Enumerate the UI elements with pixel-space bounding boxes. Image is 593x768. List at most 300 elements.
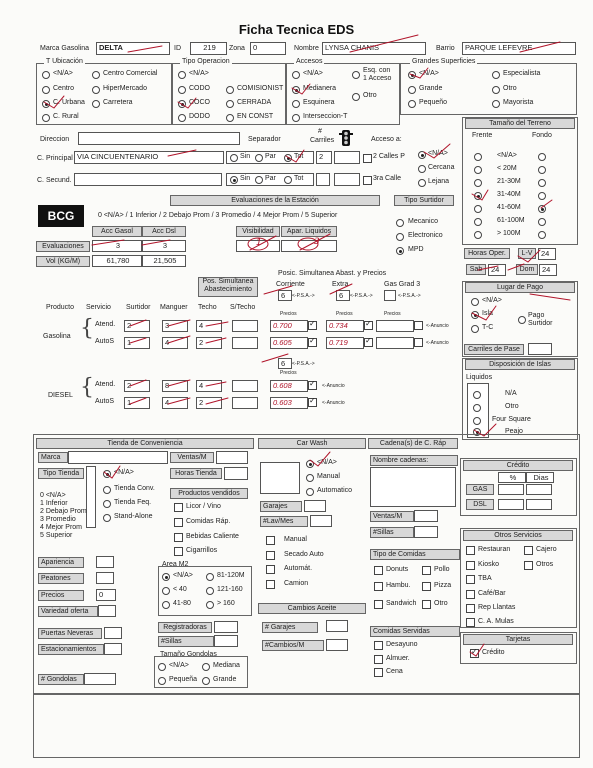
g-psa-g3-field[interactable] [384,290,396,301]
cadena-sillas-field[interactable] [414,526,438,538]
cadena-ventas-field[interactable] [414,510,438,522]
pollo-checkbox[interactable] [422,566,431,575]
terreno-title: Tamaño del Terreno [465,118,575,129]
manguer-header: Manguer [160,304,188,311]
tienda-conv-label: Tienda Conv. [114,485,155,492]
d-psa-field[interactable]: 6 [278,358,292,369]
g-psa-extra-field[interactable]: 6 [336,290,350,301]
licor-label: Licor / Vino [186,503,221,510]
islas-foursquare-radio[interactable] [473,417,481,425]
terreno-fondo-radio[interactable] [538,218,546,226]
nombre-field[interactable]: LYNSA CHANIS [322,42,426,55]
area-40-label: < 40 [173,586,187,593]
lav-mes-label: #Lav/Mes [260,516,308,527]
dom-field[interactable]: 24 [539,264,557,276]
area-41-label: 41-80 [173,600,191,607]
precio-g3-anuncio-checkbox[interactable] [414,321,423,330]
tarjeta-credito-checkbox[interactable] [470,649,479,658]
tienda-stand-radio[interactable] [103,514,111,522]
acc-inter-radio[interactable] [292,114,300,122]
cw-automat-label: Automát. [284,565,313,572]
surt-mpd-radio[interactable] [396,247,404,255]
tienda-na-label: <N/A> [114,469,134,476]
vol-gasol-field[interactable]: 61,780 [92,255,142,267]
manguera-field[interactable]: 4 [162,397,188,409]
precio-corriente-field[interactable]: 0.700 [270,320,308,332]
g-psa-g3-label: <-P.S.A.-> [398,293,421,299]
pago-title: Lugar de Pago [465,282,575,293]
surtidor-title: Tipo Surtidor [394,195,454,206]
peatones-field[interactable] [96,572,114,584]
comidas-rap-checkbox[interactable] [174,518,183,527]
surtidor-field[interactable]: 2 [124,380,150,392]
carwash-tipo-box [260,462,300,494]
cena-checkbox[interactable] [374,668,383,677]
acc-medianera-radio[interactable] [292,86,300,94]
tienda-scale-item: 2 Debajo Prom [40,508,87,515]
puertas-label: Puertas Neveras [38,628,102,639]
tres-calle-label: 3ra Calle [373,175,402,182]
notes-area[interactable] [33,694,580,758]
variedad-field[interactable] [98,605,116,617]
id-field[interactable]: 219 [190,42,227,55]
techo-field[interactable]: 4 [196,320,222,332]
tienda-ventas-field[interactable] [216,451,248,464]
manguera-field[interactable]: 8 [162,380,188,392]
otro-comida-checkbox[interactable] [422,600,431,609]
acc-na-radio[interactable] [292,71,300,79]
area-121-radio[interactable] [206,587,214,595]
principal-par-label: Par [265,153,276,160]
credito-dsl-pct[interactable] [498,499,524,510]
otros-checkbox[interactable] [524,561,533,570]
n-garajes-field[interactable] [326,620,348,632]
cw-manual-radio[interactable] [306,474,314,482]
manguera-field[interactable]: 3 [162,320,188,332]
superficies-title: Grandes Superficies [412,58,476,65]
principal-tot-radio[interactable] [284,154,292,162]
gondolas-field[interactable] [84,673,116,685]
secundaria-sin-radio[interactable] [230,176,238,184]
anuncio-label: <-Anuncio [322,400,345,406]
terreno-frente-radio[interactable] [474,192,482,200]
hw-apar: 3 [314,237,320,247]
tienda-scale-item: 0 <N/A> [40,492,66,499]
terreno-frente-radio[interactable] [474,166,482,174]
n-garajes-label: # Garajes [262,622,318,633]
precio-extra-anuncio-checkbox[interactable] [364,338,373,347]
ubic-cc-radio[interactable] [92,71,100,79]
marca-field[interactable]: DELTA [96,42,170,55]
gas-grad3-label: Gas Grad 3 [384,281,421,288]
puertas-field[interactable] [104,627,122,639]
op-na-radio[interactable] [178,71,186,79]
garajes-label: Garajes [260,501,302,512]
credito-dsl-label: DSL [466,499,494,510]
ca-mulas-checkbox[interactable] [466,618,475,627]
corriente-label: Corriente [276,281,305,288]
terreno-frente-radio[interactable] [474,218,482,226]
op-codo-radio[interactable] [178,86,186,94]
ubic-na-radio[interactable] [42,71,50,79]
cw-na-label: <N/A> [317,459,337,466]
terreno-frente-radio[interactable] [474,179,482,187]
producto-header: Producto [46,304,75,311]
terreno-option-label: 31-40M [497,191,521,198]
anuncio-label: <-Anuncio [322,383,345,389]
registradoras-label: Registradoras [158,622,212,633]
ubic-hiper-radio[interactable] [92,86,100,94]
g-atend-label: Atend. [95,321,116,328]
g-psa-corr-label: <-P.S.A.-> [292,293,315,299]
acc-otro-label: Otro [363,92,377,99]
acc-otro-radio[interactable] [352,93,360,101]
pos-abast-label: Abastecimiento [204,286,252,293]
registradoras-field[interactable] [214,621,238,633]
direccion-field[interactable] [78,132,240,145]
tienda-sillas-field[interactable] [214,635,238,647]
area-160-radio[interactable] [206,601,214,609]
bebidas-label: Bebidas Caliente [186,533,239,540]
tienda-scale-item: 5 Superior [40,532,73,539]
zona-label: Zona [229,45,245,52]
apar-liquidos-field[interactable] [281,240,337,252]
secundaria-tot-radio[interactable] [284,176,292,184]
tba-checkbox[interactable] [466,575,475,584]
cw-camion-label: Camion [284,580,309,587]
sup-na-label: <N/A> [419,70,439,77]
kiosko-checkbox[interactable] [466,561,475,570]
secundaria-carriles-field[interactable] [316,173,330,186]
ubic-hiper-label: HiperMercado [103,85,147,92]
operacion-title: Tipo Operacion [182,58,230,65]
principal-par-radio[interactable] [255,154,263,162]
lv-field[interactable]: 24 [538,248,556,260]
surt-electronico-radio[interactable] [396,233,404,241]
d-autos-label: AutoS [95,398,115,405]
carriles-pase-label: Carriles de Pase [464,344,524,355]
op-cerrada-label: CERRADA [237,99,272,106]
tienda-scale-item: 3 Promedio [40,516,76,523]
cambios-title: Cambios Aceite [258,603,366,614]
precio-g3-field[interactable] [376,320,414,332]
tam-pequena-radio[interactable] [158,677,166,685]
pago-tc-radio[interactable] [471,325,479,333]
techo-field[interactable]: 2 [196,337,222,349]
precio-corriente-anuncio-checkbox[interactable] [308,338,317,347]
lav-mes-field[interactable] [310,515,332,527]
ubic-centro-radio[interactable] [42,86,50,94]
area-81-radio[interactable] [206,573,214,581]
acc-esquinera-radio[interactable] [292,100,300,108]
sup-otro-radio[interactable] [492,86,500,94]
tienda-marca-field[interactable] [68,451,168,464]
marca-label: Marca Gasolina [40,45,90,52]
cw-auto-label: Automatico [317,487,353,494]
acc-dsl-header: Acc Dsl [142,226,186,237]
precios-header-d: Precios [280,370,297,376]
donuts-checkbox[interactable] [374,566,383,575]
techo-header: Techo [198,304,217,311]
cw-secado-checkbox[interactable] [266,551,275,560]
precio-corriente-anuncio-checkbox[interactable] [308,381,317,390]
acc-esq-radio[interactable] [352,71,360,79]
hw-visibilidad: 1 [256,238,262,248]
acc-gasol-field[interactable]: 3 [92,240,142,252]
precio-corriente-anuncio-checkbox[interactable] [308,398,317,407]
pago-na-radio[interactable] [471,298,479,306]
precios-field[interactable]: 0 [96,589,116,601]
bebidas-checkbox[interactable] [174,533,183,542]
ubic-rural-radio[interactable] [42,114,50,122]
tienda-feq-label: Tienda Feq. [114,499,152,506]
principal-sin-radio[interactable] [230,154,238,162]
precio-corriente-field[interactable]: 0.603 [270,397,308,409]
rep-llantas-checkbox[interactable] [466,604,475,613]
secundaria-field[interactable] [74,173,222,186]
hambu-checkbox[interactable] [374,582,383,591]
ubic-na-label: <N/A> [53,70,73,77]
precio-corriente-field[interactable]: 0.605 [270,337,308,349]
ubic-carretera-radio[interactable] [92,100,100,108]
n-cambios-field[interactable] [326,639,348,651]
pago-surtidor-label: Surtidor [528,320,553,327]
pago-isla-radio[interactable] [471,311,479,319]
rep-llantas-label: Rep Llantas [478,604,516,611]
techo-field[interactable]: 4 [196,380,222,392]
cw-camion-checkbox[interactable] [266,580,275,589]
acceso-cercana-label: Cercana [428,164,455,171]
sup-grande-radio[interactable] [408,86,416,94]
credito-gas-dias[interactable] [526,484,552,495]
estacionamientos-field[interactable] [104,643,122,655]
secundaria-par-radio[interactable] [255,176,263,184]
cw-na-radio[interactable] [306,460,314,468]
precio-corriente-field[interactable]: 0.608 [270,380,308,392]
licor-checkbox[interactable] [174,503,183,512]
islas-otro-label: Otro [505,403,519,410]
terreno-fondo-radio[interactable] [538,205,546,213]
otros-label: Otros [536,561,554,568]
s-techo-field[interactable] [232,397,258,409]
credito-gas-pct[interactable] [498,484,524,495]
principal-sin-label: Sin [240,153,251,160]
direccion-label: Direccion [40,136,70,143]
lv-label: L-V [518,248,536,259]
sup-mayorista-label: Mayorista [503,99,534,106]
secundaria-carriles-field-2[interactable] [334,173,360,186]
tienda-feq-radio[interactable] [103,500,111,508]
op-comisionist-radio[interactable] [226,86,234,94]
op-coco-radio[interactable] [178,100,186,108]
credito-title: Crédito [463,460,573,471]
op-coco-label: COCO [189,99,210,106]
sup-grande-label: Grande [419,85,443,92]
sab-field[interactable]: 24 [488,264,506,276]
acc-inter-label: Interseccion-T [303,113,348,120]
precios-label: Precios [38,590,84,601]
terreno-option-label: < 20M [497,165,517,172]
separador-label: Separador [248,136,281,143]
acc-na-label: <N/A> [303,70,323,77]
terreno-fondo-radio[interactable] [538,153,546,161]
islas-liquidos-label: Liquidos [466,374,493,381]
ubic-urbana-radio[interactable] [42,100,50,108]
surtidor-field[interactable]: 1 [124,337,150,349]
peatones-label: Peatones [38,573,84,584]
precios-header-3: Precios [384,311,401,317]
carriles-hash: # [318,128,322,135]
cadena-nombre-area[interactable] [370,467,456,507]
tres-calle-checkbox[interactable] [363,176,372,185]
precio-extra-field[interactable]: 0.734 [326,320,364,332]
tam-mediana-radio[interactable] [202,663,210,671]
area-41-radio[interactable] [162,601,170,609]
otros-title: Otros Servicios [463,530,573,541]
acceso-na-label: <N/A> [428,150,448,157]
ubicacion-title: T Ubicación [46,58,83,65]
gasolina-brace: { [80,316,94,341]
dos-calles-checkbox[interactable] [363,154,372,163]
islas-otro-radio[interactable] [473,404,481,412]
op-dodo-radio[interactable] [178,114,186,122]
sandwich-checkbox[interactable] [374,600,383,609]
cw-manual-label: Manual [317,473,340,480]
acceso-lejana-radio[interactable] [418,179,426,187]
desayuno-checkbox[interactable] [374,641,383,650]
surt-mecanico-radio[interactable] [396,219,404,227]
pago-surtidor-radio[interactable] [518,316,526,324]
almuer-checkbox[interactable] [374,655,383,664]
s-techo-header: S/Techo [230,304,256,311]
acceso-na-radio[interactable] [418,151,426,159]
cw-manual-checkbox[interactable] [266,536,275,545]
acceso-a-label: Acceso a: [371,136,402,143]
garajes-field[interactable] [304,500,326,512]
cw-auto-radio[interactable] [306,488,314,496]
ubic-urbana-label: C. Urbana [53,99,85,106]
cw-automat-checkbox[interactable] [266,565,275,574]
posic-label: Posic. Simultanea Abast. y Precios [278,270,387,277]
apar-liquidos-header: Apar. Liquidos [281,226,337,237]
tienda-conv-radio[interactable] [103,486,111,494]
zona-field[interactable]: 0 [250,42,286,55]
pos-sim-label: Pos. Simultanea [202,278,254,285]
g-psa-corr-field[interactable]: 6 [278,290,292,301]
traffic-light-icon [339,130,353,148]
g-autos-label: AutoS [95,338,115,345]
carriles-field-2[interactable] [334,151,360,164]
sup-especialista-radio[interactable] [492,71,500,79]
terreno-frente-radio[interactable] [474,153,482,161]
sup-pequeno-radio[interactable] [408,100,416,108]
cafe-checkbox[interactable] [466,590,475,599]
islas-peajo-label: Peajo [505,428,523,435]
terreno-fondo-label: Fondo [532,132,552,139]
horas-tienda-field[interactable] [224,467,248,480]
dos-calles-label: 2 Calles P [373,153,405,160]
acc-esq-label: Esq. con [363,67,391,74]
restauran-checkbox[interactable] [466,546,475,555]
acc-dsl-field[interactable]: 3 [142,240,186,252]
precio-g3-field[interactable] [376,337,414,349]
manguera-field[interactable]: 4 [162,337,188,349]
n-cambios-label: #Cambios/M [262,640,324,651]
principal-label: C. Principal [37,155,73,162]
pos-sim-header [198,277,258,297]
terreno-option-label: > 100M [497,230,521,237]
d-atend-label: Atend. [95,381,116,388]
acceso-cercana-radio[interactable] [418,165,426,173]
apariencia-field[interactable] [96,556,114,568]
s-techo-field[interactable] [232,380,258,392]
secundaria-sin-label: Sin [240,175,251,182]
credito-pct-header: % [498,472,526,483]
carriles-label: Carriles [310,137,335,144]
credito-dsl-dias[interactable] [526,499,552,510]
secundaria-par-label: Par [265,175,276,182]
terreno-option-label: 41-60M [497,204,521,211]
area-121-label: 121-160 [217,586,243,593]
visibilidad-header: Visibilidad [236,226,280,237]
op-enconst-radio[interactable] [226,114,234,122]
accesos-title: Accesos [296,58,323,65]
s-techo-field[interactable] [232,337,258,349]
islas-na-radio[interactable] [473,391,481,399]
ubic-carretera-label: Carretera [103,99,133,106]
precio-corriente-anuncio-checkbox[interactable] [308,321,317,330]
precio-extra-field[interactable]: 0.719 [326,337,364,349]
area-na-radio[interactable] [162,573,170,581]
carriles-field[interactable]: 2 [316,151,332,164]
carriles-pase-field[interactable] [528,343,552,355]
productos-header: Productos vendidos [170,488,248,499]
op-cerrada-radio[interactable] [226,100,234,108]
principal-field[interactable]: VIA CINCUENTENARIO [74,151,224,164]
precios-header-1: Precios [280,311,297,317]
terreno-frente-radio[interactable] [474,205,482,213]
tam-mediana-label: Mediana [213,662,240,669]
terreno-fondo-radio[interactable] [538,179,546,187]
sup-na-radio[interactable] [408,71,416,79]
vol-row-label: Vol (KG/M) [36,256,90,267]
pizza-checkbox[interactable] [422,582,431,591]
tienda-na-radio[interactable] [103,470,111,478]
tam-na-radio[interactable] [158,663,166,671]
s-techo-field[interactable] [232,320,258,332]
terreno-fondo-radio[interactable] [538,231,546,239]
sup-mayorista-radio[interactable] [492,100,500,108]
barrio-field[interactable]: PARQUE LEFEVRE [462,42,576,55]
tam-grande-radio[interactable] [202,677,210,685]
precio-extra-anuncio-checkbox[interactable] [364,321,373,330]
techo-field[interactable]: 2 [196,397,222,409]
cajero-checkbox[interactable] [524,546,533,555]
surtidor-field[interactable]: 1 [124,397,150,409]
terreno-fondo-radio[interactable] [538,192,546,200]
vol-dsl-field[interactable]: 21,505 [142,255,186,267]
surtidor-field[interactable]: 2 [124,320,150,332]
anuncio-label: <-Anuncio [426,323,449,329]
acc-un-label: 1 Acceso [363,75,392,82]
area-40-radio[interactable] [162,587,170,595]
precio-g3-anuncio-checkbox[interactable] [414,338,423,347]
cigarrillos-checkbox[interactable] [174,547,183,556]
area-81-label: 81-120M [217,572,245,579]
terreno-fondo-radio[interactable] [538,166,546,174]
tienda-ventas-label: Ventas/M [170,452,214,463]
terreno-frente-radio[interactable] [474,231,482,239]
